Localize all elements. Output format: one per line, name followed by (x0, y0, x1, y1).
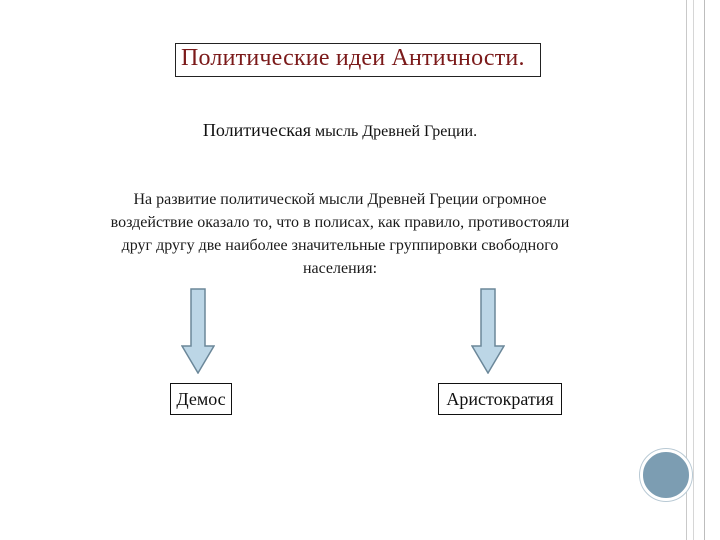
aristocracy-box: Аристократия (438, 383, 562, 415)
slide-subtitle (0, 120, 680, 141)
down-arrow-icon (181, 288, 215, 374)
decorative-edge-line (704, 0, 705, 540)
down-arrow-icon (471, 288, 505, 374)
slide-title: Политические идеи Античности. (181, 45, 525, 71)
decorative-edge-line (693, 0, 694, 540)
decorative-circle (640, 449, 692, 501)
body-paragraph: На развитие политической мысли Древней Греции огромное воздействие оказало то, что в полисах, как правило, противостояли друг другу две наиболее значительные группировки свободного населения: (110, 191, 570, 277)
subtitle-rest: мысль Древней Греции. (311, 123, 478, 140)
demos-box: Демос (170, 383, 232, 415)
subtitle-emphasis: Политическая (202, 120, 311, 140)
